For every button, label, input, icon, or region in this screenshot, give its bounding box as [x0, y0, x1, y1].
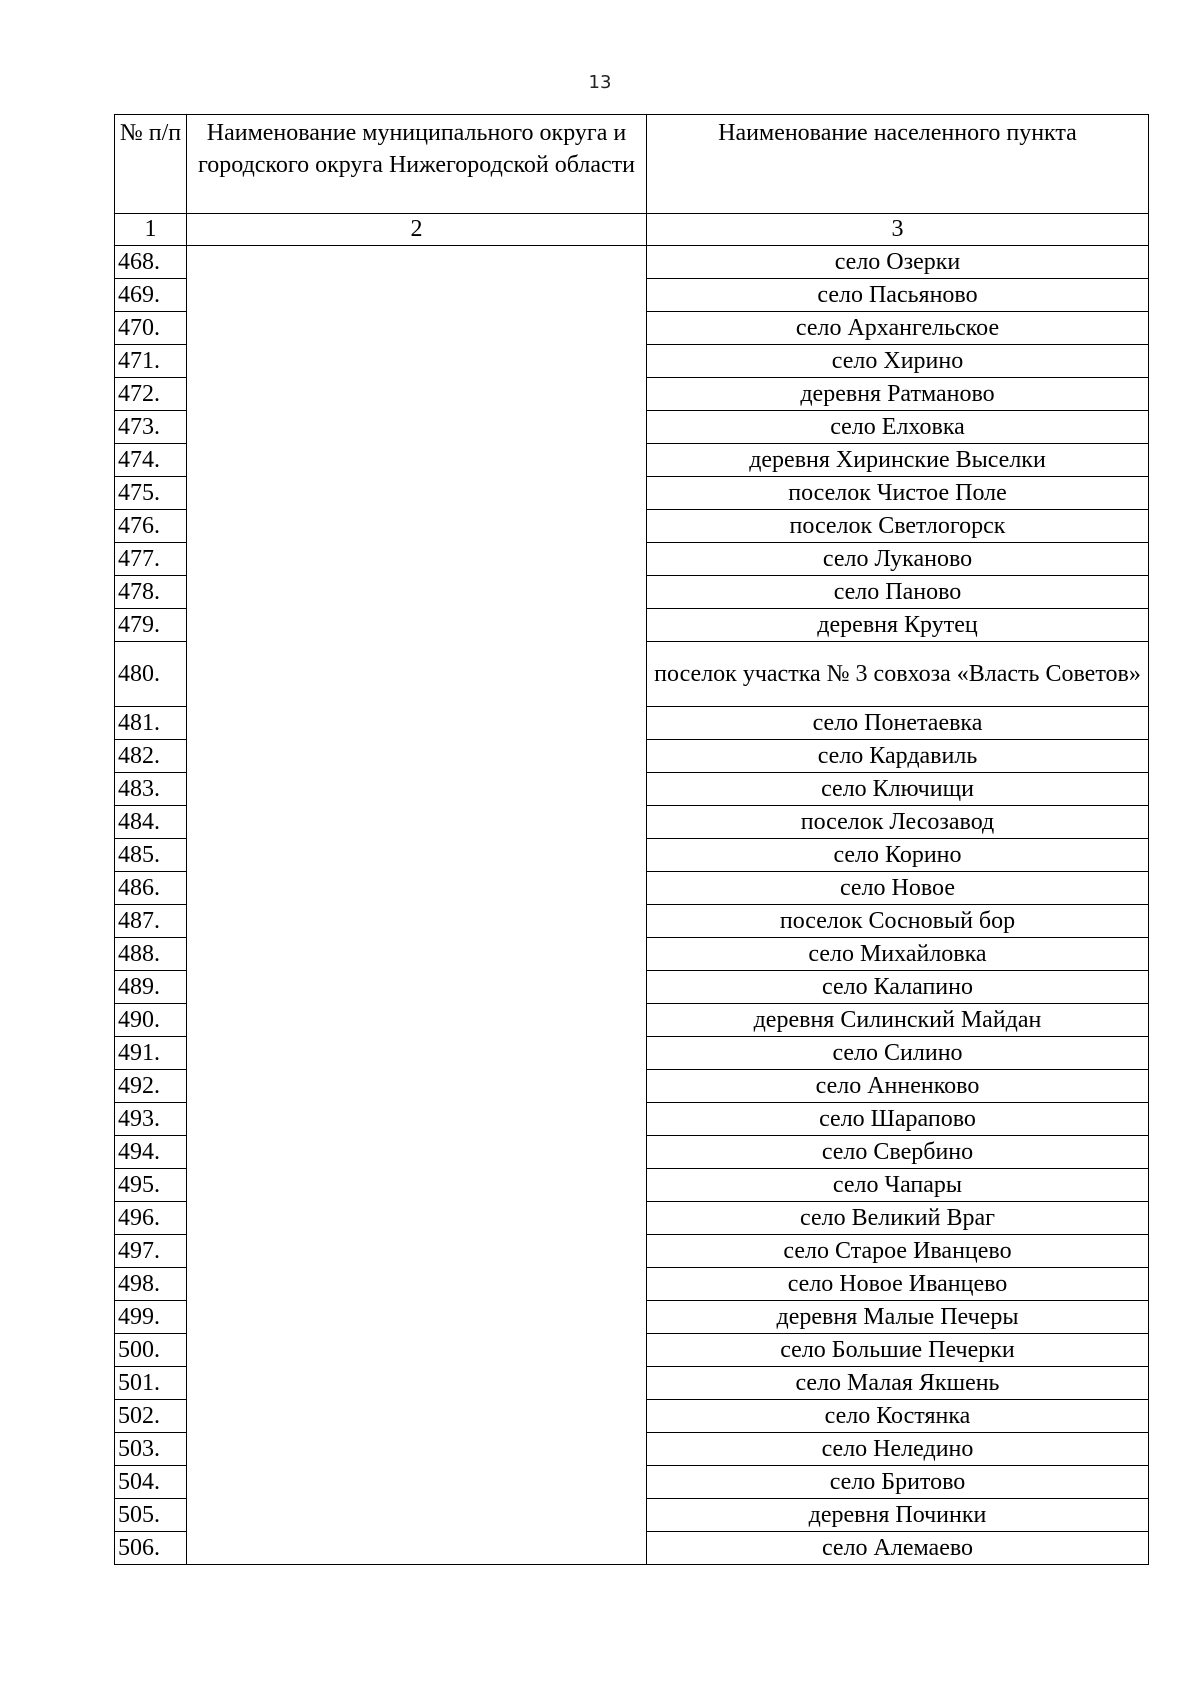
settlements-table — [114, 114, 1149, 1565]
header-settlement: Наименование населенного пункта — [647, 115, 1149, 214]
row-number: 496. — [115, 1202, 187, 1235]
settlement-name: село Силино — [647, 1037, 1149, 1070]
settlement-name: село Новое Иванцево — [647, 1268, 1149, 1301]
settlement-name: село Кардавиль — [647, 740, 1149, 773]
row-number: 487. — [115, 905, 187, 938]
row-number: 494. — [115, 1136, 187, 1169]
row-number: 499. — [115, 1301, 187, 1334]
row-number: 489. — [115, 971, 187, 1004]
row-number: 498. — [115, 1268, 187, 1301]
settlement-name: село Паново — [647, 576, 1149, 609]
settlement-name: поселок Светлогорск — [647, 510, 1149, 543]
settlement-name: село Шарапово — [647, 1103, 1149, 1136]
settlement-name: деревня Хиринские Выселки — [647, 444, 1149, 477]
table-body — [115, 214, 1149, 1565]
header-district: Наименование муниципального округа и городского округа Нижегородской области — [187, 115, 647, 214]
settlement-name: село Великий Враг — [647, 1202, 1149, 1235]
row-number: 502. — [115, 1400, 187, 1433]
row-number: 469. — [115, 279, 187, 312]
settlement-name: село Луканово — [647, 543, 1149, 576]
settlement-name: село Свербино — [647, 1136, 1149, 1169]
settlement-name: поселок Лесозавод — [647, 806, 1149, 839]
settlement-name: деревня Починки — [647, 1499, 1149, 1532]
settlement-name: село Малая Якшень — [647, 1367, 1149, 1400]
settlement-name: село Новое — [647, 872, 1149, 905]
row-number: 475. — [115, 477, 187, 510]
settlement-name: поселок участка № 3 совхоза «Власть Советов» — [647, 642, 1149, 707]
row-number: 495. — [115, 1169, 187, 1202]
table-row — [115, 246, 1149, 279]
settlement-name: село Михайловка — [647, 938, 1149, 971]
settlement-name: поселок Чистое Поле — [647, 477, 1149, 510]
row-number: 482. — [115, 740, 187, 773]
row-number: 484. — [115, 806, 187, 839]
row-number: 503. — [115, 1433, 187, 1466]
row-number: 468. — [115, 246, 187, 279]
column-number-2: 2 — [187, 214, 647, 246]
row-number: 470. — [115, 312, 187, 345]
settlement-name: село Елховка — [647, 411, 1149, 444]
settlement-name: село Архангельское — [647, 312, 1149, 345]
settlement-name: село Понетаевка — [647, 707, 1149, 740]
settlement-name: деревня Ратманово — [647, 378, 1149, 411]
row-number: 497. — [115, 1235, 187, 1268]
row-number: 472. — [115, 378, 187, 411]
row-number: 485. — [115, 839, 187, 872]
settlement-name: село Алемаево — [647, 1532, 1149, 1565]
row-number: 473. — [115, 411, 187, 444]
page-number: 13 — [588, 72, 612, 93]
settlement-name: село Чапары — [647, 1169, 1149, 1202]
settlement-name: село Ключищи — [647, 773, 1149, 806]
column-number-3: 3 — [647, 214, 1149, 246]
row-number: 488. — [115, 938, 187, 971]
settlement-name: село Калапино — [647, 971, 1149, 1004]
header-number: № п/п — [115, 115, 187, 214]
settlement-name: деревня Силинский Майдан — [647, 1004, 1149, 1037]
settlement-name: деревня Малые Печеры — [647, 1301, 1149, 1334]
row-number: 483. — [115, 773, 187, 806]
row-number: 504. — [115, 1466, 187, 1499]
settlement-name: село Пасьяново — [647, 279, 1149, 312]
row-number: 476. — [115, 510, 187, 543]
settlement-name: село Озерки — [647, 246, 1149, 279]
row-number: 478. — [115, 576, 187, 609]
column-number-row — [115, 214, 1149, 246]
row-number: 492. — [115, 1070, 187, 1103]
row-number: 471. — [115, 345, 187, 378]
row-number: 500. — [115, 1334, 187, 1367]
row-number: 505. — [115, 1499, 187, 1532]
settlement-name: деревня Крутец — [647, 609, 1149, 642]
settlement-name: село Костянка — [647, 1400, 1149, 1433]
table-header-row — [115, 115, 1149, 214]
row-number: 491. — [115, 1037, 187, 1070]
row-number: 474. — [115, 444, 187, 477]
row-number: 490. — [115, 1004, 187, 1037]
settlement-name: село Бритово — [647, 1466, 1149, 1499]
settlement-name: село Анненково — [647, 1070, 1149, 1103]
settlement-name: поселок Сосновый бор — [647, 905, 1149, 938]
row-number: 493. — [115, 1103, 187, 1136]
settlement-name: село Большие Печерки — [647, 1334, 1149, 1367]
settlement-name: село Хирино — [647, 345, 1149, 378]
row-number: 481. — [115, 707, 187, 740]
settlement-name: село Старое Иванцево — [647, 1235, 1149, 1268]
row-number: 477. — [115, 543, 187, 576]
row-number: 486. — [115, 872, 187, 905]
row-number: 501. — [115, 1367, 187, 1400]
district-cell — [187, 246, 647, 1565]
settlement-name: село Неледино — [647, 1433, 1149, 1466]
settlement-name: село Корино — [647, 839, 1149, 872]
row-number: 480. — [115, 642, 187, 707]
column-number-1: 1 — [115, 214, 187, 246]
row-number: 506. — [115, 1532, 187, 1565]
row-number: 479. — [115, 609, 187, 642]
